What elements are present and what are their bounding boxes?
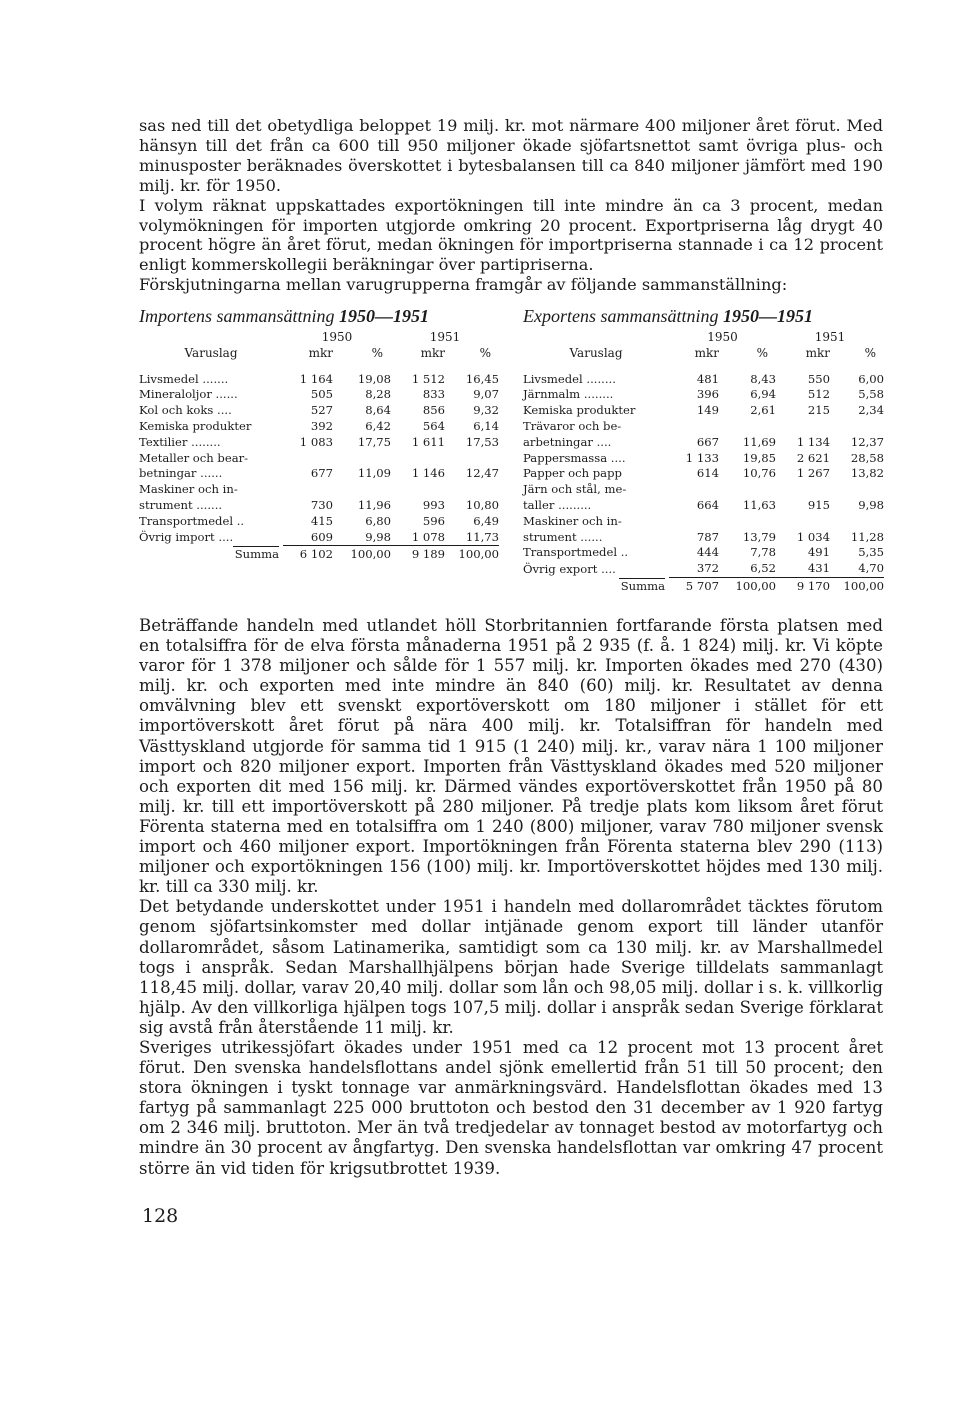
table-row	[139, 530, 499, 546]
export-unit-mkr-b: mkr	[805, 345, 831, 360]
row-pct-b: 6,14	[473, 418, 500, 433]
row-label: Livsmedel .......	[139, 371, 229, 386]
row-mkr-b: 993	[422, 497, 446, 512]
export-table-body	[523, 372, 884, 578]
row-label: betningar ......	[139, 466, 223, 481]
export-table	[523, 330, 884, 595]
row-mkr-a: 415	[310, 513, 333, 528]
row-pct-a: 8,28	[365, 387, 392, 402]
row-mkr-b: 215	[807, 403, 831, 418]
row-pct-b: 5,58	[858, 387, 885, 402]
row-pct-a: 7,78	[750, 545, 777, 560]
row-pct-a: 13,79	[742, 529, 777, 544]
import-unit-mkr-a: mkr	[308, 345, 333, 360]
row-pct-b: 16,45	[465, 371, 500, 386]
row-pct-b: 11,73	[465, 529, 500, 544]
table-row	[523, 561, 884, 577]
import-title-text: Importens sammansättning	[139, 306, 335, 326]
import-unit-pct-a: %	[371, 345, 384, 360]
table-row	[523, 435, 884, 451]
row-mkr-a: 372	[696, 561, 719, 576]
table-row	[523, 419, 884, 435]
row-pct-a	[333, 451, 391, 467]
export-year-b: 1951	[814, 330, 846, 344]
table-row	[523, 387, 884, 403]
row-pct-b: 4,70	[858, 561, 885, 576]
row-pct-a: 11,63	[742, 497, 777, 512]
import-header-varuslag: Varuslag	[184, 345, 238, 360]
row-mkr-a: 392	[310, 418, 333, 433]
row-pct-a: 17,75	[357, 434, 392, 449]
export-year-a: 1950	[707, 330, 738, 344]
export-year-row	[523, 330, 884, 346]
row-mkr-b: 491	[807, 545, 831, 560]
table-row	[523, 545, 884, 561]
row-mkr-b	[776, 419, 830, 435]
row-pct-a	[719, 514, 776, 530]
import-year-b: 1951	[429, 330, 461, 344]
import-table	[139, 330, 499, 563]
row-mkr-b	[776, 482, 830, 498]
row-pct-b	[445, 482, 499, 498]
row-mkr-a: 677	[310, 466, 333, 481]
row-label: Metaller och bear-	[139, 450, 249, 465]
row-mkr-b: 1 146	[411, 466, 446, 481]
row-mkr-b: 564	[422, 418, 446, 433]
table-row	[523, 451, 884, 467]
row-mkr-a: 396	[696, 387, 719, 402]
body-paragraph-2: Det betydande underskottet under 1951 i handeln med dollarområdet täcktes förutom genom sjöfartsinkomster med dollar intjänade genom export till länder utanför dollarområdet, såsom Latinamerika, samtidigt som ca 130 milj. kr. av Marshallmedel togs i anspråk. Sedan Marshallhjälpens början hade Sverige tilldelats sammanlagt 118,45 milj. dollar, varav 20,40 milj. dollar som lån och 98,05 milj. dollar i s. k. villkorlig hjälp. Av den villkorliga hjälpen togs 107,5 milj. dollar i anspråk sedan Sverige förklarat sig avstå från återstående 11 milj. kr.	[139, 897, 883, 1037]
row-mkr-b: 1 512	[411, 371, 446, 386]
import-title-years: 1950—1951	[339, 306, 430, 326]
row-mkr-b: 550	[807, 371, 831, 386]
import-sum-label: Summa	[234, 547, 279, 562]
table-row	[523, 403, 884, 419]
intro-text	[139, 116, 883, 295]
row-pct-a: 8,64	[365, 403, 392, 418]
row-pct-a: 6,80	[365, 513, 392, 528]
import-sum-mkr-b: 9 189	[391, 546, 445, 563]
row-mkr-b: 856	[422, 403, 446, 418]
row-mkr-b: 1 611	[411, 434, 446, 449]
import-year-a: 1950	[321, 330, 353, 344]
export-sum-pct-a: 100,00	[719, 577, 776, 594]
row-pct-a: 19,85	[742, 450, 777, 465]
row-pct-a	[719, 419, 776, 435]
row-mkr-a: 614	[696, 466, 719, 481]
row-label: Transportmedel ..	[139, 513, 245, 528]
export-title-years: 1950—1951	[723, 306, 813, 326]
import-unit-pct-b: %	[479, 345, 492, 360]
row-mkr-a: 664	[696, 497, 719, 512]
table-row	[523, 466, 884, 482]
table-row	[523, 514, 884, 530]
row-label: Kemiska produkter	[139, 418, 252, 433]
import-sum-mkr-a: 6 102	[283, 546, 333, 563]
row-mkr-a: 1 083	[299, 434, 333, 449]
row-label: Trävaror och be-	[523, 418, 622, 433]
row-pct-b: 10,80	[465, 497, 500, 512]
row-mkr-a: 609	[310, 529, 333, 544]
export-sum-row	[523, 577, 884, 594]
row-mkr-a: 481	[696, 371, 719, 386]
row-pct-b: 12,47	[465, 466, 500, 481]
table-row	[139, 514, 499, 530]
row-pct-b: 9,07	[473, 387, 500, 402]
row-pct-b: 2,34	[858, 403, 885, 418]
row-mkr-a	[669, 419, 719, 435]
table-row	[523, 372, 884, 388]
row-mkr-b	[391, 451, 445, 467]
table-row	[139, 372, 499, 388]
row-pct-b	[830, 419, 884, 435]
row-pct-a: 6,94	[750, 387, 777, 402]
export-sum-mkr-b: 9 170	[776, 577, 830, 594]
row-label: Kol och koks ....	[139, 403, 232, 418]
table-row	[139, 435, 499, 451]
table-row	[523, 498, 884, 514]
row-pct-a: 19,08	[357, 371, 392, 386]
row-mkr-b: 833	[422, 387, 446, 402]
row-mkr-b: 2 621	[796, 450, 831, 465]
import-header-row	[139, 346, 499, 362]
row-label: strument .......	[139, 497, 223, 512]
intro-paragraph-3: Förskjutningarna mellan varugrupperna framgår av följande sammanställning:	[139, 275, 788, 295]
import-year-row	[139, 330, 499, 346]
export-header-row	[523, 346, 884, 362]
import-table-body	[139, 372, 499, 546]
table-row	[139, 451, 499, 467]
row-label: Textilier ........	[139, 434, 221, 449]
row-label: Maskiner och in-	[523, 513, 622, 528]
row-pct-b: 6,49	[473, 513, 500, 528]
row-label: Övrig export ....	[523, 561, 616, 576]
row-pct-b	[830, 514, 884, 530]
row-pct-b	[445, 451, 499, 467]
export-unit-pct-a: %	[756, 345, 769, 360]
row-label: Pappersmassa ....	[523, 450, 626, 465]
row-pct-a: 11,96	[357, 497, 392, 512]
export-unit-pct-b: %	[864, 345, 877, 360]
row-label: arbetningar ....	[523, 434, 612, 449]
row-pct-b: 9,98	[858, 497, 885, 512]
row-label: Järnmalm ........	[523, 387, 614, 402]
body-paragraph-3: Sveriges utrikessjöfart ökades under 1951 med ca 12 procent mot 13 procent året förut. Den svenska handelsflottans andel sjönk emellertid från 51 till 50 procent; den stora ökningen i tyskt tonnage var anmärkningsvärd. Handelsflottan ökades med 13 fartyg på sammanlagt 225 000 bruttoton och bestod den 31 december av 1 920 fartyg om 2 346 milj. bruttoton. Mer än två tredjedelar av tonnaget bestod av motorfartyg och mindre än 30 procent av ångfartyg. Den svenska handelsflottan var omkring 47 procent större än vid tiden för krigsutbrottet 1939.	[139, 1037, 883, 1178]
row-mkr-b: 512	[807, 387, 831, 402]
row-mkr-a: 1 164	[299, 371, 333, 386]
row-mkr-a	[283, 451, 333, 467]
import-sum-pct-b: 100,00	[445, 546, 499, 563]
row-mkr-a: 444	[696, 545, 719, 560]
row-mkr-a: 527	[310, 403, 333, 418]
row-mkr-b: 915	[807, 497, 831, 512]
body-text	[139, 616, 883, 1179]
body-paragraph-1: Beträffande handeln med utlandet höll Storbritannien fortfarande första platsen med en totalsiffra för de elva första månaderna 1951 på 2 935 (f. å. 1 824) milj. kr. Vi köpte varor för 1 378 miljoner och sålde för 1 557 milj. kr. Importen ökades med 270 (430) milj. kr. och exporten med inte mindre än 840 (60) milj. kr. Resultatet av denna omvälvning blev ett svenskt exportöverskott om 180 miljoner i stället för ett importöverskott året förut på nära 400 milj. kr. Totalsiffran för handeln med Västtyskland utgjorde för samma tid 1 915 (1 240) milj. kr., varav nära 1 100 miljoner import och 820 miljoner export. Importen från Västtyskland ökades med 520 miljoner och exporten dit med 156 milj. kr. Därmed vändes exportöverskottet från 1950 på 80 milj. kr. till ett importöverskott på 280 miljoner. På tredje plats kom liksom året förut Förenta staterna med en totalsiffra om 1 240 (800) miljoner, varav 780 miljoner svensk import och 460 miljoner export. Importökningen från Förenta staterna blev 290 (113) miljoner och exportökningen 156 (100) milj. kr. Importöverskottet höjdes med 130 milj. kr. till ca 330 milj. kr.	[139, 616, 883, 897]
table-row	[523, 482, 884, 498]
row-pct-a: 10,76	[742, 466, 777, 481]
intro-paragraph-1: sas ned till det obetydliga beloppet 19 milj. kr. mot närmare 400 miljoner året förut. Med hänsyn till det från ca 600 till 950 miljoner ökade sjöfartsnettot samt övriga plus- och minusposter beräknades överskottet i bytesbalansen till ca 840 miljoner jämfört med 190 milj. kr. för 1950.	[139, 116, 883, 195]
row-pct-b: 6,00	[858, 371, 885, 386]
row-mkr-a: 730	[310, 497, 333, 512]
row-pct-b: 11,28	[850, 529, 885, 544]
export-sum-pct-b: 100,00	[830, 577, 884, 594]
row-mkr-b: 1 034	[796, 529, 831, 544]
export-unit-mkr-a: mkr	[694, 345, 719, 360]
row-mkr-b: 1 078	[411, 529, 446, 544]
row-mkr-b: 596	[422, 513, 446, 528]
row-label: Transportmedel ..	[523, 545, 629, 560]
table-row	[139, 482, 499, 498]
row-mkr-a: 787	[696, 529, 719, 544]
row-pct-a: 9,98	[365, 529, 392, 544]
row-mkr-b: 1 267	[796, 466, 831, 481]
export-title-text: Exportens sammansättning	[523, 306, 719, 326]
row-mkr-b: 1 134	[796, 434, 831, 449]
table-row	[139, 498, 499, 514]
row-pct-a: 6,52	[750, 561, 777, 576]
row-mkr-a: 1 133	[685, 450, 719, 465]
row-label: strument ......	[523, 529, 603, 544]
row-pct-b: 28,58	[850, 450, 885, 465]
table-row	[139, 387, 499, 403]
export-sum-mkr-a: 5 707	[669, 577, 719, 594]
row-mkr-b	[776, 514, 830, 530]
row-pct-a: 8,43	[750, 371, 777, 386]
table-row	[139, 403, 499, 419]
import-sum-row	[139, 546, 499, 563]
row-pct-a: 6,42	[365, 418, 392, 433]
row-pct-a: 11,69	[742, 434, 777, 449]
row-label: Järn och stål, me-	[523, 482, 627, 497]
row-mkr-a: 149	[696, 403, 719, 418]
row-pct-b: 12,37	[850, 434, 885, 449]
row-label: Mineraloljor ......	[139, 387, 238, 402]
export-table-title	[523, 305, 813, 327]
row-label: Övrig import ....	[139, 530, 234, 545]
table-row	[139, 466, 499, 482]
row-mkr-a	[669, 514, 719, 530]
row-pct-b: 9,32	[473, 403, 500, 418]
table-row	[523, 530, 884, 546]
row-label: Papper och papp	[523, 466, 622, 481]
row-label: Kemiska produkter	[523, 403, 636, 418]
row-pct-b: 17,53	[465, 434, 500, 449]
row-mkr-b: 431	[807, 561, 831, 576]
export-sum-label: Summa	[620, 578, 665, 593]
row-mkr-a	[283, 482, 333, 498]
import-sum-pct-a: 100,00	[333, 546, 391, 563]
row-label: Maskiner och in-	[139, 482, 238, 497]
export-header-varuslag: Varuslag	[569, 345, 623, 360]
row-mkr-a: 667	[696, 434, 719, 449]
row-label: taller .........	[523, 497, 592, 512]
row-pct-a: 11,09	[357, 466, 392, 481]
import-unit-mkr-b: mkr	[420, 345, 446, 360]
import-table-title	[139, 305, 429, 327]
row-mkr-b	[391, 482, 445, 498]
row-label: Livsmedel ........	[523, 371, 616, 386]
row-pct-a: 2,61	[750, 403, 777, 418]
row-pct-b: 5,35	[858, 545, 885, 560]
row-pct-b: 13,82	[850, 466, 885, 481]
page-number: 128	[142, 1205, 179, 1227]
row-mkr-a: 505	[310, 387, 333, 402]
intro-paragraph-2: I volym räknat uppskattades exportökningen till inte mindre än ca 3 procent, medan volymökningen för importen utgjorde omkring 20 procent. Exportpriserna låg drygt 40 procent högre än året förut, medan ökningen för importpriserna stannade i ca 12 procent enligt kommerskollegii beräkningar över partipriserna.	[139, 195, 883, 275]
row-pct-a	[719, 482, 776, 498]
row-mkr-a	[669, 482, 719, 498]
row-pct-a	[333, 482, 391, 498]
row-pct-b	[830, 482, 884, 498]
table-row	[139, 419, 499, 435]
